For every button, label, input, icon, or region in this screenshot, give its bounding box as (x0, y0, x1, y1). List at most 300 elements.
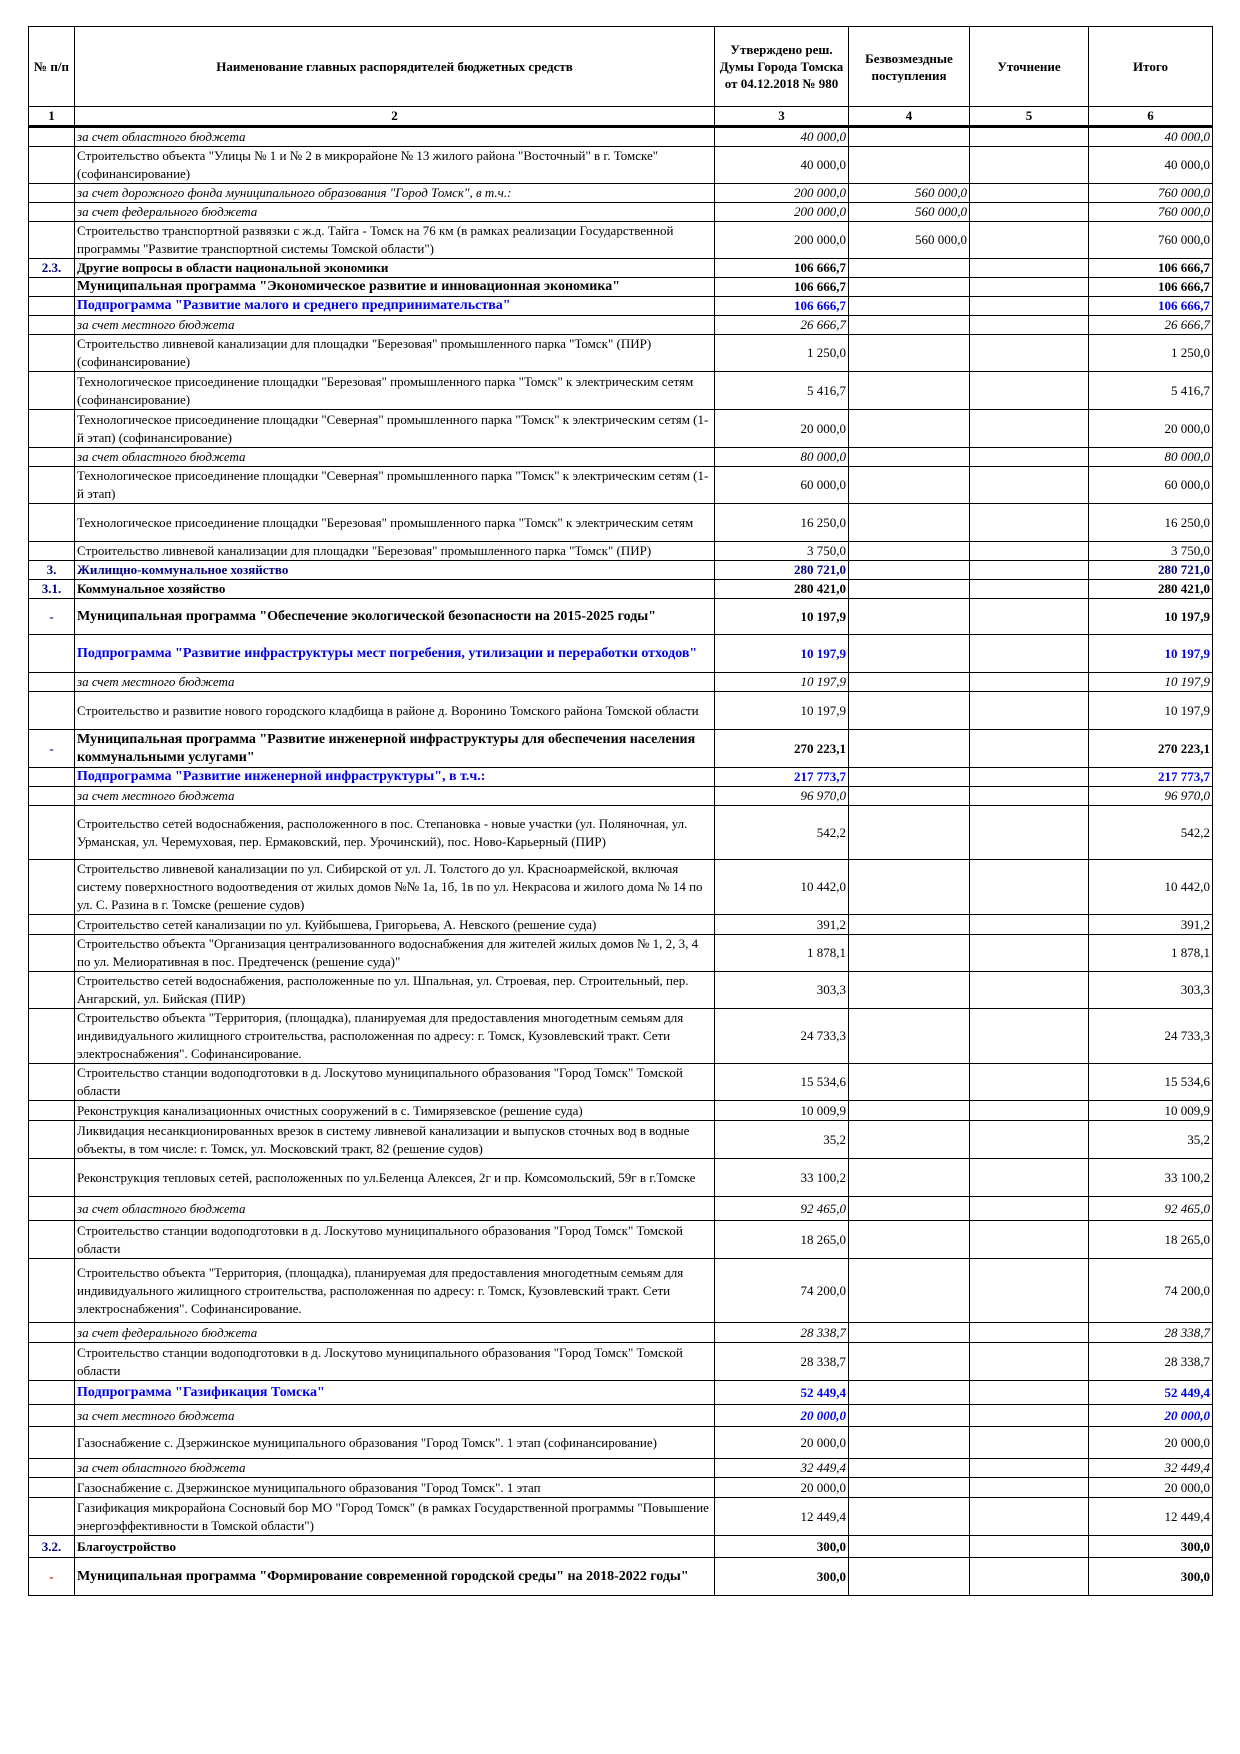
row-number (29, 1478, 75, 1498)
table-row (29, 316, 1213, 335)
row-number (29, 768, 75, 787)
row-grants (849, 1197, 970, 1221)
table-row (29, 806, 1213, 860)
row-name: Технологическое присоединение площадки "Березовая" промышленного парка "Томск" к электрическим сетям (софинансирование) (75, 372, 715, 410)
row-number (29, 935, 75, 972)
row-clarification (970, 1498, 1089, 1536)
row-approved: 40 000,0 (715, 147, 849, 184)
row-clarification (970, 692, 1089, 730)
row-total: 28 338,7 (1089, 1343, 1213, 1381)
row-name: Строительство и развитие нового городского кладбища в районе д. Воронино Томского района Томской области (75, 692, 715, 730)
table-row (29, 1197, 1213, 1221)
row-clarification (970, 1459, 1089, 1478)
row-grants (849, 1459, 970, 1478)
row-clarification (970, 297, 1089, 316)
row-clarification (970, 203, 1089, 222)
row-clarification (970, 561, 1089, 580)
row-grants (849, 1343, 970, 1381)
table-row (29, 278, 1213, 297)
table-row (29, 1536, 1213, 1558)
row-clarification (970, 542, 1089, 561)
row-clarification (970, 1009, 1089, 1064)
row-grants (849, 1498, 970, 1536)
row-number (29, 297, 75, 316)
row-approved: 16 250,0 (715, 504, 849, 542)
row-clarification (970, 1159, 1089, 1197)
row-total: 300,0 (1089, 1558, 1213, 1596)
row-number (29, 542, 75, 561)
row-name: за счет местного бюджета (75, 787, 715, 806)
row-approved: 1 878,1 (715, 935, 849, 972)
row-approved: 280 421,0 (715, 580, 849, 599)
row-total: 10 197,9 (1089, 599, 1213, 635)
column-number: 4 (849, 107, 970, 127)
row-approved: 28 338,7 (715, 1323, 849, 1343)
table-row (29, 1498, 1213, 1536)
row-approved: 92 465,0 (715, 1197, 849, 1221)
row-clarification (970, 580, 1089, 599)
row-name: Ликвидация несанкционированных врезок в систему ливневой канализации и выпусков сточных вод в водные объекты, в том числе: г. Томск, ул. Московский тракт, 82 (решение судов) (75, 1121, 715, 1159)
row-name: Строительство сетей водоснабжения, расположенные по ул. Шпальная, ул. Строевая, пер. Строительный, пер. Ангарский, ул. Бийская (ПИР) (75, 972, 715, 1009)
row-approved: 300,0 (715, 1558, 849, 1596)
row-clarification (970, 278, 1089, 297)
row-name: Муниципальная программа "Экономическое развитие и инновационная экономика" (75, 278, 715, 297)
row-name: Другие вопросы в области национальной экономики (75, 259, 715, 278)
table-row (29, 1064, 1213, 1101)
row-approved: 60 000,0 (715, 467, 849, 504)
row-approved: 10 442,0 (715, 860, 849, 915)
row-grants (849, 335, 970, 372)
row-total: 33 100,2 (1089, 1159, 1213, 1197)
row-clarification (970, 1405, 1089, 1427)
row-name: за счет федерального бюджета (75, 1323, 715, 1343)
row-name: Коммунальное хозяйство (75, 580, 715, 599)
row-name: Строительство объекта "Улицы № 1 и № 2 в микрорайоне № 13 жилого района "Восточный" в г. Томске" (софинансирование) (75, 147, 715, 184)
row-approved: 28 338,7 (715, 1343, 849, 1381)
row-grants (849, 561, 970, 580)
row-clarification (970, 184, 1089, 203)
table-row (29, 467, 1213, 504)
row-name: Строительство станции водоподготовки в д. Лоскутово муниципального образования "Город Томск" Томской области (75, 1221, 715, 1259)
table-row (29, 561, 1213, 580)
header-grants: Безвозмездные поступления (849, 27, 970, 107)
row-total: 92 465,0 (1089, 1197, 1213, 1221)
table-row (29, 1159, 1213, 1197)
row-total: 542,2 (1089, 806, 1213, 860)
row-total: 300,0 (1089, 1536, 1213, 1558)
row-grants (849, 972, 970, 1009)
row-number: 3.1. (29, 580, 75, 599)
row-grants (849, 278, 970, 297)
row-grants (849, 768, 970, 787)
row-number (29, 467, 75, 504)
row-clarification (970, 504, 1089, 542)
table-row (29, 599, 1213, 635)
row-name: за счет местного бюджета (75, 673, 715, 692)
row-number (29, 787, 75, 806)
table-row (29, 1009, 1213, 1064)
row-name: Строительство объекта "Организация централизованного водоснабжения для жителей жилых домов № 1, 2, 3, 4 по ул. Мелиоративная в пос. Предтеченск (решение суда)" (75, 935, 715, 972)
row-approved: 96 970,0 (715, 787, 849, 806)
row-total: 16 250,0 (1089, 504, 1213, 542)
table-row (29, 730, 1213, 768)
row-total: 10 197,9 (1089, 692, 1213, 730)
row-grants (849, 635, 970, 673)
row-name: Подпрограмма "Развитие инфраструктуры мест погребения, утилизации и переработки отходов" (75, 635, 715, 673)
table-row (29, 1405, 1213, 1427)
column-number: 5 (970, 107, 1089, 127)
row-grants (849, 935, 970, 972)
table-row (29, 860, 1213, 915)
row-name: за счет областного бюджета (75, 1459, 715, 1478)
row-number (29, 806, 75, 860)
row-grants (849, 1536, 970, 1558)
row-approved: 5 416,7 (715, 372, 849, 410)
row-clarification (970, 1427, 1089, 1459)
row-total: 20 000,0 (1089, 1405, 1213, 1427)
row-approved: 10 197,9 (715, 599, 849, 635)
row-total: 80 000,0 (1089, 448, 1213, 467)
row-grants (849, 147, 970, 184)
table-row (29, 1101, 1213, 1121)
row-clarification (970, 599, 1089, 635)
row-grants (849, 1009, 970, 1064)
row-total: 760 000,0 (1089, 222, 1213, 259)
column-number: 1 (29, 107, 75, 127)
row-grants (849, 730, 970, 768)
row-number (29, 1405, 75, 1427)
row-name: за счет областного бюджета (75, 127, 715, 147)
row-number (29, 1009, 75, 1064)
row-grants (849, 297, 970, 316)
row-total: 40 000,0 (1089, 127, 1213, 147)
table-row (29, 184, 1213, 203)
table-row (29, 222, 1213, 259)
row-total: 391,2 (1089, 915, 1213, 935)
row-grants: 560 000,0 (849, 203, 970, 222)
row-total: 303,3 (1089, 972, 1213, 1009)
table-row (29, 692, 1213, 730)
row-grants (849, 1478, 970, 1498)
row-approved: 217 773,7 (715, 768, 849, 787)
row-total: 106 666,7 (1089, 278, 1213, 297)
header-total: Итого (1089, 27, 1213, 107)
row-total: 106 666,7 (1089, 297, 1213, 316)
row-number (29, 1381, 75, 1405)
row-number (29, 203, 75, 222)
row-grants (849, 1427, 970, 1459)
table-row (29, 335, 1213, 372)
row-grants (849, 1159, 970, 1197)
table-row (29, 1427, 1213, 1459)
row-approved: 542,2 (715, 806, 849, 860)
column-number: 2 (75, 107, 715, 127)
row-number (29, 127, 75, 147)
table-row (29, 127, 1213, 147)
row-grants (849, 410, 970, 448)
row-number (29, 1064, 75, 1101)
row-number: - (29, 730, 75, 768)
row-approved: 20 000,0 (715, 1405, 849, 1427)
row-number (29, 184, 75, 203)
header-number: № п/п (29, 27, 75, 107)
row-name: Строительство станции водоподготовки в д. Лоскутово муниципального образования "Город Томск" Томской области (75, 1343, 715, 1381)
row-approved: 10 197,9 (715, 673, 849, 692)
row-name: Технологическое присоединение площадки "Березовая" промышленного парка "Томск" к электрическим сетям (75, 504, 715, 542)
row-clarification (970, 372, 1089, 410)
row-number: 3. (29, 561, 75, 580)
row-approved: 12 449,4 (715, 1498, 849, 1536)
row-number: 2.3. (29, 259, 75, 278)
row-total: 52 449,4 (1089, 1381, 1213, 1405)
row-name: Строительство ливневой канализации для площадки "Березовая" промышленного парка "Томск" (ПИР) (софинансирование) (75, 335, 715, 372)
row-approved: 10 197,9 (715, 692, 849, 730)
row-grants (849, 259, 970, 278)
row-clarification (970, 1121, 1089, 1159)
row-approved: 40 000,0 (715, 127, 849, 147)
row-name: за счет дорожного фонда муниципального образования "Город Томск", в т.ч.: (75, 184, 715, 203)
header-name: Наименование главных распорядителей бюджетных средств (75, 27, 715, 107)
table-row (29, 1259, 1213, 1323)
table-row (29, 259, 1213, 278)
row-approved: 10 197,9 (715, 635, 849, 673)
row-grants (849, 580, 970, 599)
row-approved: 52 449,4 (715, 1381, 849, 1405)
row-clarification (970, 915, 1089, 935)
row-total: 26 666,7 (1089, 316, 1213, 335)
table-body (29, 127, 1213, 1596)
row-total: 20 000,0 (1089, 410, 1213, 448)
column-number: 3 (715, 107, 849, 127)
row-name: Технологическое присоединение площадки "Северная" промышленного парка "Томск" к электрическим сетям (1-й этап) (софинансирование) (75, 410, 715, 448)
row-approved: 106 666,7 (715, 278, 849, 297)
table-row (29, 1121, 1213, 1159)
row-grants (849, 467, 970, 504)
row-name: Строительство объекта "Территория, (площадка), планируемая для предоставления многодетным семьям для индивидуального жилищного строительства, расположенная по адресу: г. Томск, Кузовлевский тракт. Сети электроснабжения". Софинансирование. (75, 1009, 715, 1064)
table-row (29, 1343, 1213, 1381)
row-name: Газоснабжение с. Дзержинское муниципального образования "Город Томск". 1 этап (софинансирование) (75, 1427, 715, 1459)
row-number (29, 915, 75, 935)
row-number (29, 1121, 75, 1159)
row-clarification (970, 147, 1089, 184)
row-approved: 35,2 (715, 1121, 849, 1159)
row-clarification (970, 1381, 1089, 1405)
table-row (29, 915, 1213, 935)
row-name: Строительство станции водоподготовки в д. Лоскутово муниципального образования "Город Томск" Томской области (75, 1064, 715, 1101)
row-number (29, 504, 75, 542)
row-name: Реконструкция тепловых сетей, расположенных по ул.Беленца Алексея, 2г и пр. Комсомольский, 59г в г.Томске (75, 1159, 715, 1197)
row-number: - (29, 599, 75, 635)
table-row (29, 1558, 1213, 1596)
row-total: 18 265,0 (1089, 1221, 1213, 1259)
row-total: 15 534,6 (1089, 1064, 1213, 1101)
row-total: 20 000,0 (1089, 1427, 1213, 1459)
header-clarification: Уточнение (970, 27, 1089, 107)
row-approved: 32 449,4 (715, 1459, 849, 1478)
table-row (29, 972, 1213, 1009)
row-number (29, 448, 75, 467)
row-name: Газификация микрорайона Сосновый бор МО "Город Томск" (в рамках Государственной программы "Повышение энергоэффективности в Томской области") (75, 1498, 715, 1536)
row-clarification (970, 259, 1089, 278)
row-clarification (970, 127, 1089, 147)
row-approved: 15 534,6 (715, 1064, 849, 1101)
row-total: 5 416,7 (1089, 372, 1213, 410)
row-total: 12 449,4 (1089, 1498, 1213, 1536)
row-name: Технологическое присоединение площадки "Северная" промышленного парка "Томск" к электрическим сетям (1-й этап) (75, 467, 715, 504)
row-clarification (970, 1343, 1089, 1381)
row-approved: 106 666,7 (715, 297, 849, 316)
row-name: за счет областного бюджета (75, 448, 715, 467)
row-total: 280 421,0 (1089, 580, 1213, 599)
table-row (29, 673, 1213, 692)
row-clarification (970, 222, 1089, 259)
row-grants (849, 673, 970, 692)
row-grants (849, 542, 970, 561)
row-approved: 280 721,0 (715, 561, 849, 580)
row-name: за счет федерального бюджета (75, 203, 715, 222)
row-grants (849, 1121, 970, 1159)
row-total: 10 197,9 (1089, 673, 1213, 692)
row-number (29, 972, 75, 1009)
row-grants (849, 372, 970, 410)
column-number: 6 (1089, 107, 1213, 127)
row-name: Жилищно-коммунальное хозяйство (75, 561, 715, 580)
row-grants (849, 504, 970, 542)
row-grants (849, 1381, 970, 1405)
row-clarification (970, 768, 1089, 787)
row-approved: 3 750,0 (715, 542, 849, 561)
row-approved: 20 000,0 (715, 1427, 849, 1459)
table-row (29, 504, 1213, 542)
row-total: 24 733,3 (1089, 1009, 1213, 1064)
row-number (29, 222, 75, 259)
row-name: Строительство транспортной развязки с ж.д. Тайга - Томск на 76 км (в рамках реализации Государственной программы "Развитие транспортной системы Томской области") (75, 222, 715, 259)
row-total: 10 442,0 (1089, 860, 1213, 915)
row-number (29, 1498, 75, 1536)
row-name: Реконструкция канализационных очистных сооружений в с. Тимирязевское (решение суда) (75, 1101, 715, 1121)
table-row (29, 1478, 1213, 1498)
row-approved: 74 200,0 (715, 1259, 849, 1323)
row-name: Строительство ливневой канализации для площадки "Березовая" промышленного парка "Томск" (ПИР) (75, 542, 715, 561)
row-number (29, 147, 75, 184)
row-clarification (970, 635, 1089, 673)
row-approved: 200 000,0 (715, 203, 849, 222)
row-total: 35,2 (1089, 1121, 1213, 1159)
row-clarification (970, 1064, 1089, 1101)
table-row (29, 410, 1213, 448)
row-number (29, 372, 75, 410)
row-grants (849, 1323, 970, 1343)
row-name: Подпрограмма "Развитие малого и среднего предпринимательства" (75, 297, 715, 316)
row-number (29, 1323, 75, 1343)
row-clarification (970, 1197, 1089, 1221)
row-clarification (970, 1101, 1089, 1121)
row-number (29, 673, 75, 692)
row-clarification (970, 1221, 1089, 1259)
budget-table-sheet (28, 26, 1212, 1596)
row-name: Благоустройство (75, 1536, 715, 1558)
row-grants (849, 1064, 970, 1101)
row-grants: 560 000,0 (849, 222, 970, 259)
row-approved: 20 000,0 (715, 1478, 849, 1498)
row-approved: 24 733,3 (715, 1009, 849, 1064)
table-row (29, 203, 1213, 222)
row-grants (849, 787, 970, 806)
budget-table (28, 26, 1213, 1596)
row-total: 10 197,9 (1089, 635, 1213, 673)
row-clarification (970, 467, 1089, 504)
row-total: 10 009,9 (1089, 1101, 1213, 1121)
row-total: 760 000,0 (1089, 203, 1213, 222)
row-name: за счет областного бюджета (75, 1197, 715, 1221)
table-row (29, 1323, 1213, 1343)
row-approved: 1 250,0 (715, 335, 849, 372)
row-approved: 20 000,0 (715, 410, 849, 448)
row-number (29, 278, 75, 297)
table-row (29, 372, 1213, 410)
table-row (29, 1459, 1213, 1478)
row-number (29, 635, 75, 673)
row-approved: 303,3 (715, 972, 849, 1009)
row-number (29, 1259, 75, 1323)
row-clarification (970, 730, 1089, 768)
row-grants (849, 1221, 970, 1259)
row-name: за счет местного бюджета (75, 1405, 715, 1427)
row-number (29, 410, 75, 448)
row-number (29, 692, 75, 730)
row-grants (849, 1405, 970, 1427)
row-clarification (970, 806, 1089, 860)
table-row (29, 935, 1213, 972)
row-grants (849, 1259, 970, 1323)
table-row (29, 768, 1213, 787)
row-total: 217 773,7 (1089, 768, 1213, 787)
row-name: Муниципальная программа "Развитие инженерной инфраструктуры для обеспечения населения коммунальными услугами" (75, 730, 715, 768)
row-total: 106 666,7 (1089, 259, 1213, 278)
row-approved: 200 000,0 (715, 184, 849, 203)
row-grants (849, 1101, 970, 1121)
row-number (29, 1427, 75, 1459)
row-number (29, 1343, 75, 1381)
row-clarification (970, 787, 1089, 806)
row-clarification (970, 1259, 1089, 1323)
table-row (29, 635, 1213, 673)
row-name: Подпрограмма "Развитие инженерной инфраструктуры", в т.ч.: (75, 768, 715, 787)
row-clarification (970, 972, 1089, 1009)
row-number (29, 1101, 75, 1121)
table-row (29, 542, 1213, 561)
row-name: Муниципальная программа "Формирование современной городской среды" на 2018-2022 годы" (75, 1558, 715, 1596)
row-total: 28 338,7 (1089, 1323, 1213, 1343)
row-number (29, 1459, 75, 1478)
row-number: - (29, 1558, 75, 1596)
row-grants (849, 860, 970, 915)
row-clarification (970, 448, 1089, 467)
row-clarification (970, 1323, 1089, 1343)
row-number (29, 316, 75, 335)
row-name: Строительство сетей водоснабжения, расположенного в пос. Степановка - новые участки (ул. Поляночная, ул. Урманская, ул. Черемуховая, пер. Ермаковский, пер. Урочинский), пос. Ново-Карьерный (ПИР) (75, 806, 715, 860)
table-row (29, 147, 1213, 184)
row-total: 74 200,0 (1089, 1259, 1213, 1323)
row-clarification (970, 860, 1089, 915)
row-clarification (970, 410, 1089, 448)
row-clarification (970, 1478, 1089, 1498)
row-name: Строительство объекта "Территория, (площадка), планируемая для предоставления многодетным семьям для индивидуального жилищного строительства, расположенная по адресу: г. Томск, Кузовлевский тракт. Сети электроснабжения". Софинансирование. (75, 1259, 715, 1323)
row-name: Строительство ливневой канализации по ул. Сибирской от ул. Л. Толстого до ул. Красноармейской, включая систему поверхностного водоотведения от жилых домов №№ 1а, 1б, 1в по ул. Некрасова и жилого дома № 14 по ул. С. Разина в г. Томске (решение судов) (75, 860, 715, 915)
row-total: 280 721,0 (1089, 561, 1213, 580)
row-approved: 18 265,0 (715, 1221, 849, 1259)
table-row (29, 787, 1213, 806)
